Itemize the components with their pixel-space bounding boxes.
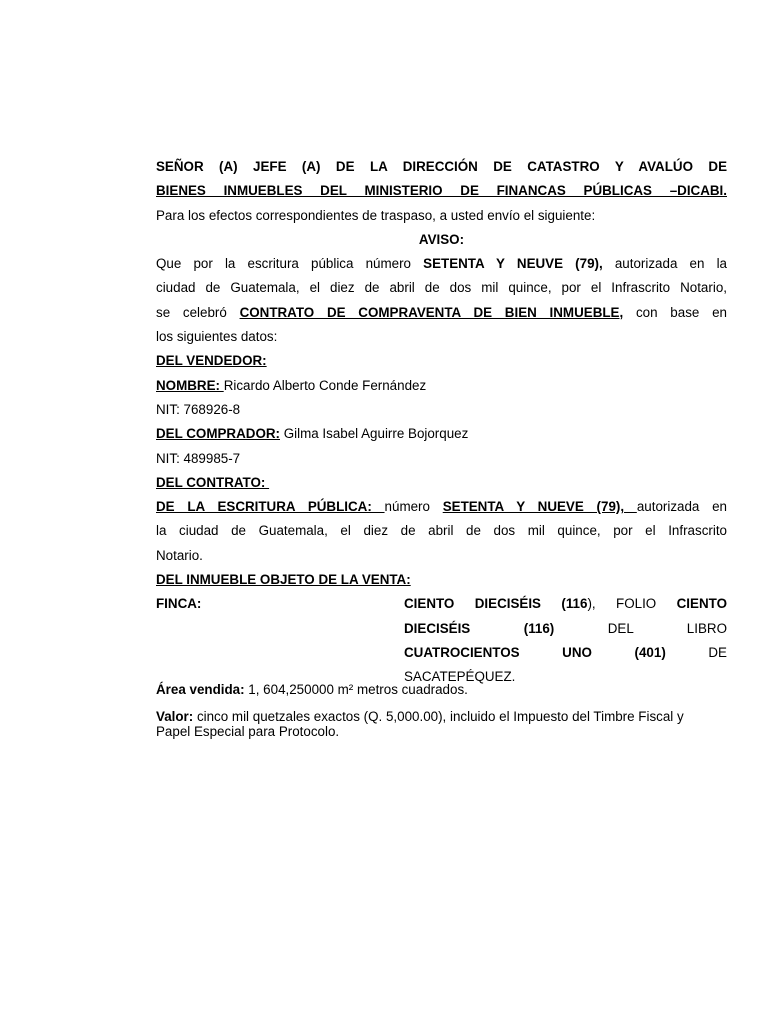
escritura-number: SETENTA Y NEUVE (79), — [423, 256, 603, 272]
inmueble-heading: DEL INMUEBLE OBJETO DE LA VENTA: — [156, 572, 411, 588]
escritura-line-3: Notario. — [156, 547, 203, 563]
vendedor-heading: DEL VENDEDOR: — [156, 353, 267, 369]
comprador-nit: NIT: 489985-7 — [156, 450, 241, 466]
aviso-text: con base en — [623, 304, 727, 320]
finca-description — [404, 592, 727, 689]
aviso-title: AVISO: — [418, 231, 465, 247]
valor-paragraph — [156, 709, 716, 739]
aviso-line-1 — [156, 252, 727, 276]
finca-text: DE — [665, 644, 727, 660]
comprador-line — [156, 422, 727, 446]
aviso-line-2: ciudad de Guatemala, el diez de abril de dos mil quince, por el Infrascrito Notario, — [156, 280, 727, 296]
heading-line-1: SEÑOR (A) JEFE (A) DE LA DIRECCIÓN DE CATASTRO Y AVALÚO DE — [156, 159, 727, 174]
finca-text: DEL LIBRO — [554, 620, 727, 636]
libro-number: CUATROCIENTOS UNO (401) — [404, 644, 666, 660]
area-value: 1, 604,250000 m² metros cuadrados. — [244, 682, 468, 698]
valor-label: Valor: — [156, 709, 194, 725]
escritura-text: autorizada en — [636, 499, 728, 515]
contrato-heading: DEL CONTRATO: — [156, 474, 270, 490]
aviso-comma: , — [619, 304, 624, 320]
escritura-text: número — [384, 499, 443, 515]
vendedor-nombre — [156, 374, 727, 398]
aviso-line-4: los siguientes datos: — [156, 329, 278, 345]
aviso-text: se celebró — [156, 304, 240, 320]
comprador-name: Gilma Isabel Aguirre Bojorquez — [280, 426, 469, 442]
escritura-line-1 — [156, 495, 727, 519]
vendedor-nit: NIT: 768926-8 — [156, 401, 241, 417]
document-page — [156, 155, 727, 739]
aviso-text: Que por la escritura pública número — [156, 256, 424, 272]
finca-line-2 — [404, 617, 727, 641]
aviso-line-3 — [156, 301, 727, 325]
finca-block — [156, 592, 727, 689]
contract-type: CONTRATO DE COMPRAVENTA DE BIEN INMUEBLE — [239, 304, 620, 320]
area-label: Área vendida: — [156, 682, 245, 698]
finca-number: CIENTO DIECISÉIS (116 — [404, 596, 588, 612]
nombre-value: Ricardo Alberto Conde Fernández — [223, 377, 427, 393]
intro-text: Para los efectos correspondientes de traspaso, a usted envío el siguiente: — [156, 207, 596, 223]
finca-text: ), FOLIO — [587, 596, 677, 612]
folio-number: CIENTO — [676, 596, 727, 612]
escritura-line-2: la ciudad de Guatemala, el diez de abril de dos mil quince, por el Infrascrito — [156, 523, 727, 539]
finca-label: FINCA: — [156, 596, 202, 612]
finca-line-3 — [404, 641, 727, 665]
finca-line-1 — [404, 592, 727, 616]
nombre-label: NOMBRE: — [156, 377, 224, 393]
finca-line-4: SACATEPÉQUEZ. — [404, 669, 516, 685]
aviso-text: autorizada en la — [602, 256, 728, 272]
escritura-number-2: SETENTA Y NUEVE (79), — [442, 499, 637, 515]
heading-line-2: BIENES INMUEBLES DEL MINISTERIO DE FINANCAS PÚBLICAS –DICABI. — [156, 183, 727, 199]
escritura-label: DE LA ESCRITURA PÚBLICA: — [156, 499, 385, 515]
valor-value: cinco mil quetzales exactos (Q. 5,000.00), incluido el Impuesto del Timbre Fiscal y Papel Especial para Protocolo. — [156, 709, 684, 740]
folio-number: DIECISÉIS (116) — [404, 620, 555, 636]
comprador-heading: DEL COMPRADOR: — [156, 426, 280, 442]
